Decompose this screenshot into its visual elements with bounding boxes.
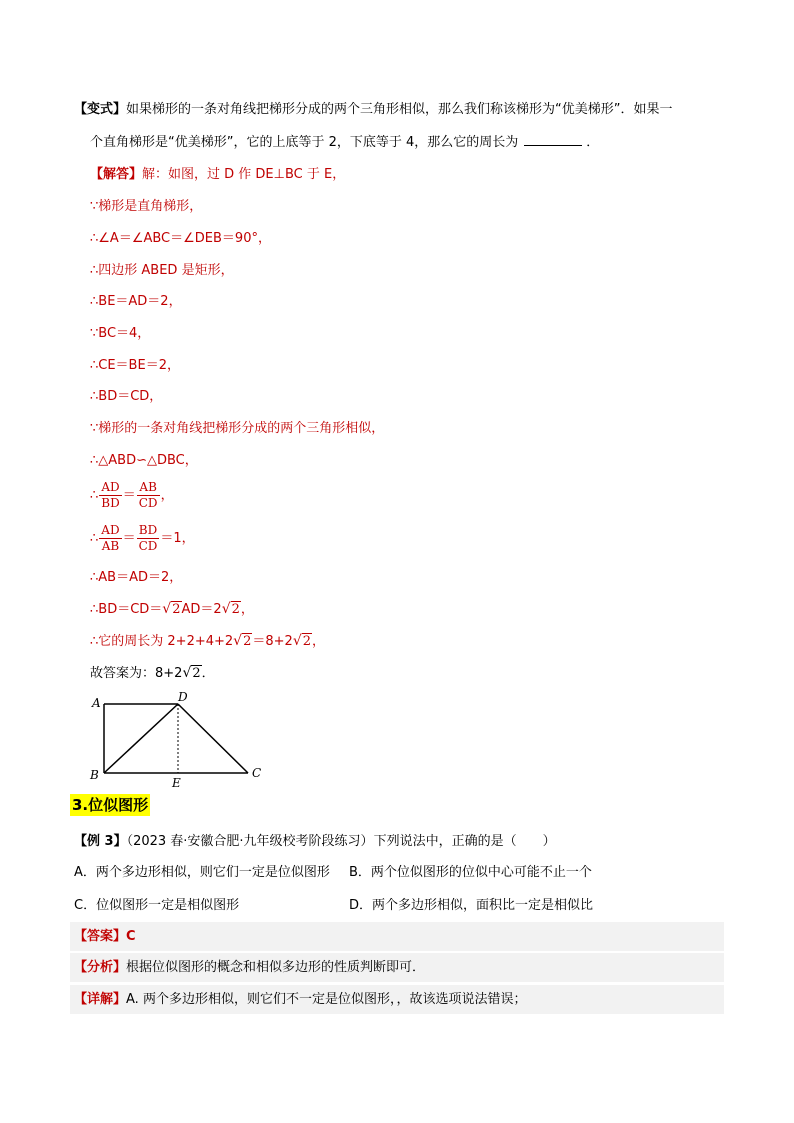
comma: ，: [160, 488, 174, 503]
solution-line-12: [90, 521, 195, 557]
example3-tag: 【例 3】: [74, 834, 127, 849]
analysis-tag: 【分析】: [74, 960, 127, 975]
detail-text: A. 两个多边形相似，则它们不一定是位似图形，，故该选项说法错误；: [126, 992, 527, 1007]
equals-sign: ＝: [122, 488, 136, 503]
fraction-numerator: AD: [101, 523, 120, 537]
text: AD＝2: [181, 602, 222, 617]
equals-sign: ＝: [122, 531, 136, 546]
option-c: C．位似图形一定是相似图形: [74, 898, 240, 913]
answer-box: [70, 922, 724, 951]
fraction-denominator: CD: [138, 539, 158, 553]
radicand: 2: [192, 666, 201, 681]
option-b: B．两个位似图形的位似中心可能不止一个: [349, 865, 592, 880]
solution-line-3: ∴∠A＝∠ABC＝∠DEB＝90°，: [90, 231, 271, 246]
text: ∴它的周长为 2+2+4+2: [90, 634, 234, 649]
text: 故答案为：8+2: [90, 666, 183, 681]
sqrt-two: √2: [233, 633, 252, 649]
variant-line-1: [74, 100, 673, 120]
solution-line-1: [90, 165, 345, 185]
trapezoid-figure: [86, 690, 276, 792]
fraction-numerator: BD: [137, 523, 160, 539]
solution-line-4: ∴四边形 ABED 是矩形，: [90, 263, 234, 278]
solution-line-11: [90, 478, 174, 514]
radicand: 2: [231, 602, 240, 617]
section-title: 3.位似图形: [72, 796, 149, 814]
solution-line-2: ∵梯形是直角梯形，: [90, 199, 203, 214]
variant-line-2: [90, 133, 599, 153]
fraction-denominator: CD: [138, 496, 158, 510]
label-a: A: [92, 696, 101, 710]
example3-source: （2023 春·安徽合肥·九年级校考阶段练习）: [126, 834, 374, 849]
fraction-ab-cd: [137, 480, 160, 511]
segment-dc: [178, 704, 248, 773]
fraction-denominator: BD: [101, 496, 120, 510]
label-b: B: [90, 768, 99, 782]
fraction-bd-cd: [137, 523, 160, 554]
radicand: 2: [302, 634, 312, 649]
sqrt-two: √2: [162, 601, 181, 617]
variant-tag: 【变式】: [74, 102, 127, 117]
text: ＝8+2: [252, 634, 293, 649]
option-a: A．两个多边形相似，则它们一定是位似图形: [74, 865, 330, 880]
solution-line-13: ∴AB＝AD＝2，: [90, 570, 183, 585]
answer-value: C: [126, 929, 136, 944]
radicand: 2: [172, 602, 181, 617]
answer-line: [74, 927, 136, 947]
solution-line-16: [90, 663, 215, 684]
example3-stem: 下列说法中，正确的是（ ）: [373, 834, 556, 849]
example3-question: [74, 832, 556, 852]
analysis-line: [74, 958, 425, 978]
equals-one: ＝1，: [160, 531, 195, 546]
option-d: D．两个多边形相似，面积比一定是相似比: [349, 898, 594, 913]
diagonal-bd: [104, 704, 178, 773]
detail-line: [74, 990, 526, 1010]
sqrt-two: √2: [292, 633, 312, 649]
solution-line-6: ∵BC＝4，: [90, 326, 151, 341]
variant-text-2: 个直角梯形是“优美梯形”，它的上底等于 2，下底等于 4，那么它的周长为: [90, 135, 519, 150]
sqrt-two: √2: [221, 601, 240, 617]
solution-line-10: ∴△ABD∽△DBC，: [90, 453, 198, 468]
radicand: 2: [243, 634, 252, 649]
detail-tag: 【详解】: [74, 992, 127, 1007]
analysis-text: 根据位似图形的概念和相似多边形的性质判断即可．: [126, 960, 426, 975]
answer-tag: 【答案】: [74, 929, 127, 944]
solution-line-8: ∴BD＝CD，: [90, 389, 163, 404]
solution-line-9: ∵梯形的一条对角线把梯形分成的两个三角形相似，: [90, 421, 385, 436]
variant-end: ．: [586, 135, 600, 150]
therefore-symbol: ∴: [90, 488, 99, 503]
fraction-numerator: AD: [99, 480, 121, 496]
solution-line-14: [90, 599, 254, 620]
label-c: C: [252, 766, 262, 780]
solution-line-15: [90, 631, 325, 652]
solution-tag: 【解答】: [90, 167, 143, 182]
solution-line-5: ∴BE＝AD＝2，: [90, 294, 182, 309]
solution-line-7: ∴CE＝BE＝2，: [90, 358, 180, 373]
fraction-denominator: AB: [101, 539, 120, 553]
fraction-numerator: AB: [137, 480, 160, 496]
fraction-ad-ab: [99, 523, 121, 554]
answer-blank: [524, 133, 582, 146]
text: ．: [201, 666, 215, 681]
text: ，: [312, 634, 326, 649]
solution-text-1: 解：如图，过 D 作 DE⊥BC 于 E，: [142, 167, 346, 182]
therefore-symbol: ∴: [90, 531, 99, 546]
text: ∴BD＝CD＝: [90, 602, 163, 617]
label-d: D: [178, 690, 188, 704]
variant-text-1: 如果梯形的一条对角线把梯形分成的两个三角形相似，那么我们称该梯形为“优美梯形”．如果一: [126, 102, 673, 117]
sqrt-two: √2: [182, 665, 201, 681]
text: ，: [240, 602, 254, 617]
fraction-ad-bd: [99, 480, 121, 511]
label-e: E: [172, 776, 181, 790]
